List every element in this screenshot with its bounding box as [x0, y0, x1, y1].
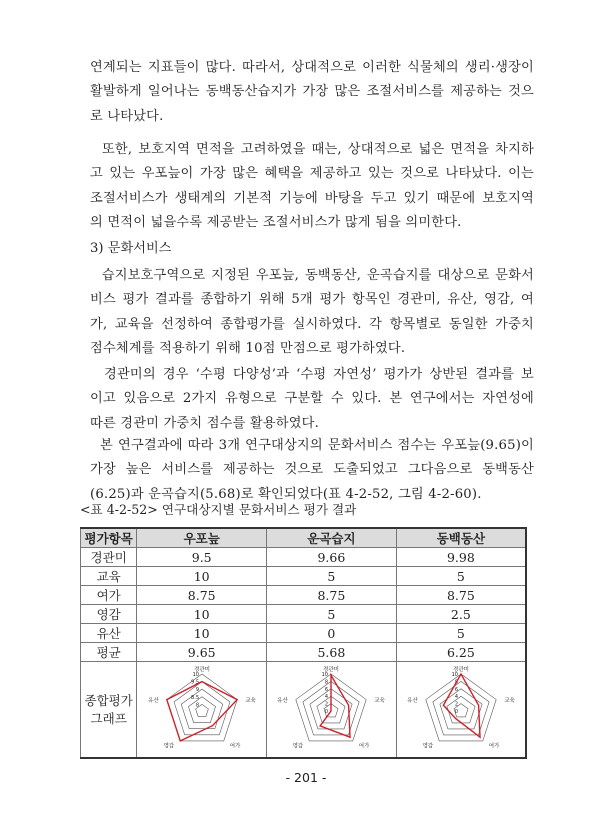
radar-data-point	[320, 725, 321, 726]
row-label: 평균	[81, 643, 137, 662]
paragraph-cultural-method	[90, 264, 534, 361]
text-line: 점수체계를 적용하기 위해 10점 만점으로 평가하였다.	[90, 340, 406, 356]
text-line: 조절서비스가 생태계의 기본적 기능에 바탕을 두고 있기 때문에 보호지역	[90, 190, 534, 206]
radar-data-point	[479, 737, 480, 738]
header-upo: 우포늪	[137, 528, 267, 548]
table-row	[81, 605, 527, 624]
cell-value: 5	[396, 567, 526, 586]
text-line: 가장 높은 서비스를 제공하는 것으로 도출되었고 그다음으로 동백동산	[90, 462, 534, 478]
cell-value: 0	[267, 624, 397, 643]
radar-data-point	[201, 681, 202, 682]
header-dongbaek: 동백동산	[396, 528, 526, 548]
radar-tick-label: 0	[454, 709, 458, 715]
radar-axis-label: 교육	[504, 698, 515, 705]
radar-tick-label: 6	[325, 686, 329, 693]
radar-tick-label: 6	[454, 686, 458, 693]
cell-value: 10	[137, 567, 267, 586]
text-line: (6.25)과 운곡습지(5.68)로 확인되었다(표 4-2-52, 그림 4-2-60).	[90, 486, 482, 502]
cell-value: 10	[137, 624, 267, 643]
text-line: 로 나타났다.	[90, 108, 164, 124]
radar-axis-label: 유산	[407, 698, 418, 705]
radar-data-point	[212, 725, 213, 726]
radar-axis-label: 교육	[374, 698, 386, 705]
row-label: 영감	[81, 605, 137, 624]
text-line: 가, 교육을 선정하여 종합평가를 실시하였다. 각 항목별로 동일한 가중치	[90, 316, 534, 332]
cell-value: 8.75	[137, 586, 267, 605]
header-ungok: 운곡습지	[267, 528, 397, 548]
radar-tick-label: 8	[195, 702, 199, 709]
radar-tick-label: 4	[454, 694, 458, 701]
row-label: 여가	[81, 586, 137, 605]
cell-value: 8.75	[267, 586, 397, 605]
text-line: 이고 있음으로 2가지 유형으로 구분할 수 있다. 본 연구에서는 자연성에	[90, 391, 534, 407]
cell-value: 5	[267, 567, 397, 586]
radar-tick-label: 9	[195, 687, 199, 694]
text-line: 따른 경관미 가중치 점수를 활용하였다.	[90, 415, 319, 431]
radar-data-point	[331, 675, 332, 676]
radar-axis-label: 경관미	[323, 667, 340, 673]
table-row	[81, 567, 527, 586]
paragraph-landscape	[90, 363, 534, 436]
radar-cell-dongbaek	[396, 662, 526, 759]
radar-data-point	[179, 740, 180, 741]
radar-axis-label: 여가	[359, 743, 370, 750]
text-line: 의 면적이 넓을수록 제공받는 조절서비스가 많게 됨을 의미한다.	[90, 214, 462, 230]
radar-data-point	[443, 705, 444, 706]
radar-tick-label: 2	[325, 701, 329, 708]
cell-value: 8.75	[396, 586, 526, 605]
cell-value: 5	[396, 624, 526, 643]
radar-data-point	[455, 718, 456, 719]
text-line: 본 연구결과에 따라 3개 연구대상지의 문화서비스 점수는 우포늪(9.65)이	[90, 438, 534, 453]
cell-value: 9.98	[396, 548, 526, 567]
graph-row-label	[81, 662, 137, 759]
radar-tick-label: 2	[454, 701, 458, 708]
page-number: - 201 -	[285, 770, 327, 785]
section-heading: 3) 문화서비스	[90, 241, 172, 256]
radar-data-point	[350, 737, 351, 738]
cultural-service-table	[80, 527, 527, 759]
radar-tick-label: 10	[322, 672, 329, 678]
radar-tick-label: 8	[454, 679, 458, 686]
radar-axis-label: 경관미	[452, 667, 469, 673]
radar-axis-label: 유산	[277, 698, 289, 705]
graph-label-line: 그래프	[90, 710, 127, 726]
radar-tick-label: 10	[192, 672, 199, 678]
radar-axis-label: 경관미	[193, 667, 210, 673]
table-row	[81, 548, 527, 567]
text-line: 습지보호구역으로 지정된 우포늪, 동백동산, 운곡습지를 대상으로 문화서	[90, 268, 534, 283]
radar-axis-label: 영감	[163, 743, 174, 750]
row-label: 유산	[81, 624, 137, 643]
radar-tick-label: 9.5	[190, 679, 199, 686]
table-row	[81, 624, 527, 643]
text-line: 또한, 보호지역 면적을 고려하였을 때는, 상대적으로 넓은 면적을 차지하	[90, 142, 534, 157]
radar-grid-ring	[426, 674, 496, 741]
text-line: 경관미의 경우 ‘수평 다양성’과 ‘수평 자연성’ 평가가 상반된 결과를 보	[90, 367, 534, 382]
radar-data-point	[478, 705, 479, 706]
text-line: 연계되는 지표들이 많다. 따라서, 상대적으로 이러한 식물체의 생리·생장이	[90, 60, 534, 75]
radar-tick-label: 10	[451, 672, 458, 678]
radar-axis-label: 교육	[244, 698, 256, 705]
graph-label-line: 종합평가	[84, 692, 133, 708]
radar-chart-upo	[147, 662, 257, 754]
radar-data-point	[348, 705, 349, 706]
text-line: 비스 평가 결과를 종합하기 위해 5개 평가 항목인 경관미, 유산, 영감, 여	[90, 292, 534, 308]
table-caption: <표 4-2-52> 연구대상지별 문화서비스 평가 결과	[80, 502, 357, 517]
paragraph-protected-area	[90, 138, 534, 235]
radar-chart-ungok	[276, 662, 386, 754]
radar-cell-upo	[137, 662, 267, 759]
cell-value: 5.68	[267, 643, 397, 662]
text-line: 고 있는 우포늪이 가장 많은 혜택을 제공하고 있는 것으로 나타났다. 이는	[90, 166, 534, 182]
cell-value: 10	[137, 605, 267, 624]
radar-axis-label: 영감	[422, 743, 434, 750]
paragraph-results	[90, 434, 534, 507]
cell-value: 9.5	[137, 548, 267, 567]
radar-chart-dongbaek	[406, 662, 516, 754]
radar-axis-label: 여가	[229, 743, 241, 750]
header-item: 평가항목	[81, 528, 137, 548]
row-label: 경관미	[81, 548, 137, 567]
table-row-average	[81, 643, 527, 662]
cell-value: 9.65	[137, 643, 267, 662]
row-label: 교육	[81, 567, 137, 586]
radar-axis-label: 영감	[293, 743, 304, 750]
cell-value: 6.25	[396, 643, 526, 662]
radar-data-point	[331, 710, 332, 711]
text-line: 활발하게 일어나는 동백동산습지가 가장 많은 조절서비스를 제공하는 것으	[90, 84, 534, 100]
cell-value: 2.5	[396, 605, 526, 624]
radar-tick-label: 8.5	[190, 694, 199, 701]
radar-tick-label: 4	[325, 694, 329, 701]
table-row-graph	[81, 662, 527, 759]
cell-value: 9.66	[267, 548, 397, 567]
radar-grid-ring	[447, 696, 475, 723]
table-header-row	[81, 528, 527, 548]
radar-data-point	[236, 699, 237, 700]
cell-value: 5	[267, 605, 397, 624]
radar-data-point	[166, 699, 167, 700]
table-row	[81, 586, 527, 605]
radar-cell-ungok	[267, 662, 397, 759]
paragraph-regulating-summary	[90, 56, 534, 129]
radar-tick-label: 8	[325, 679, 329, 686]
radar-axis-label: 여가	[488, 743, 500, 750]
radar-axis-label: 유산	[147, 698, 159, 705]
radar-data-point	[460, 673, 461, 674]
radar-tick-label: 0	[325, 709, 329, 715]
